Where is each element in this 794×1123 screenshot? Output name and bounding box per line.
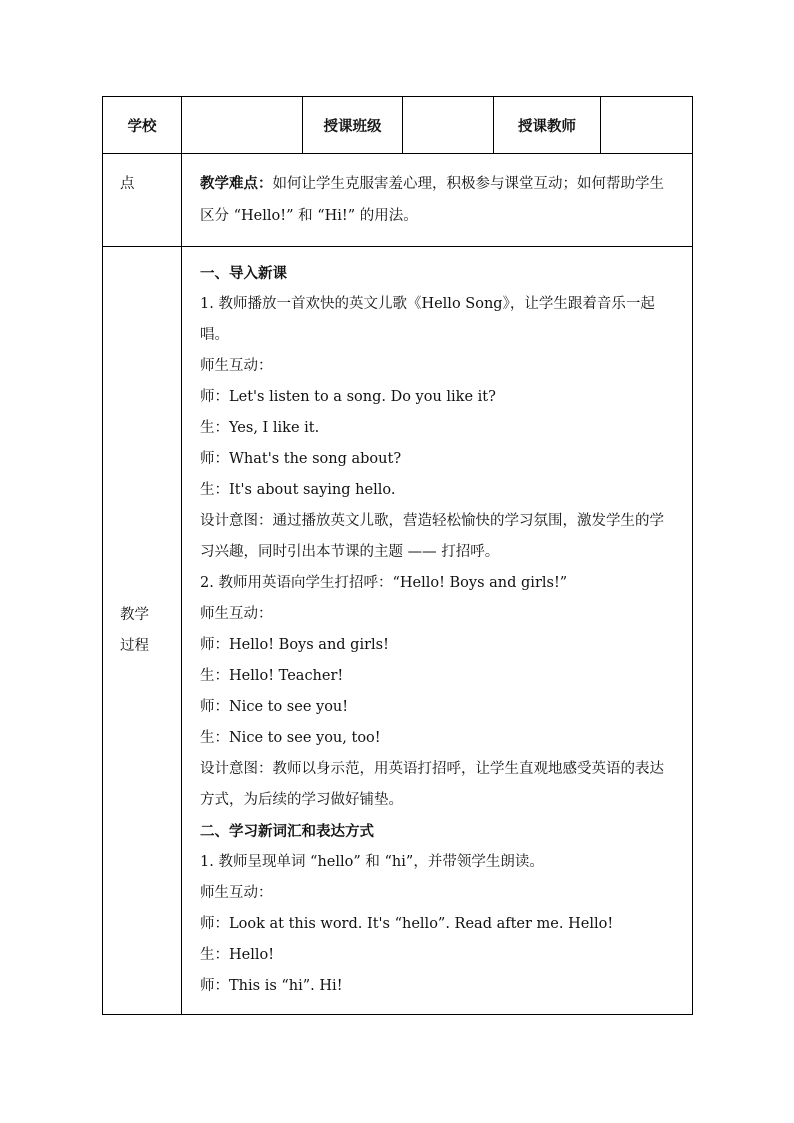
class-label: 授课班级 bbox=[303, 97, 403, 154]
process-line: 师生互动： bbox=[200, 885, 273, 901]
difficulty-row bbox=[103, 154, 693, 247]
lesson-plan-table bbox=[102, 96, 693, 1015]
difficulty-title: 教学难点： bbox=[200, 175, 273, 192]
process-row bbox=[103, 247, 693, 1015]
header-row bbox=[103, 97, 693, 154]
process-label-line2: 过程 bbox=[120, 637, 149, 654]
process-content bbox=[182, 247, 693, 1015]
process-line: 生：Yes, I like it. bbox=[200, 420, 320, 436]
process-line: 设计意图：通过播放英文儿歌，营造轻松愉快的学习氛围，激发学生的学习兴趣，同时引出本节课的主题 —— 打招呼。 bbox=[200, 513, 664, 560]
process-line: 师：What's the song about? bbox=[200, 451, 402, 467]
process-line: 生：Hello! Teacher! bbox=[200, 668, 344, 684]
process-line: 师：Nice to see you! bbox=[200, 699, 349, 715]
process-line: 师：Let's listen to a song. Do you like it? bbox=[200, 389, 496, 405]
teacher-value bbox=[601, 97, 693, 154]
process-line: 一、导入新课 bbox=[200, 265, 287, 282]
process-line: 1. 教师播放一首欢快的英文儿歌《Hello Song》，让学生跟着音乐一起唱。 bbox=[200, 296, 655, 343]
process-line: 生：Nice to see you, too! bbox=[200, 730, 381, 746]
process-label-line1: 教学 bbox=[120, 606, 149, 623]
process-line: 2. 教师用英语向学生打招呼：“Hello! Boys and girls!” bbox=[200, 575, 568, 591]
process-line: 设计意图：教师以身示范，用英语打招呼，让学生直观地感受英语的表达方式，为后续的学习做好铺垫。 bbox=[200, 761, 664, 808]
process-row-label bbox=[103, 247, 182, 1015]
process-line: 师生互动： bbox=[200, 358, 273, 374]
process-line: 生：Hello! bbox=[200, 947, 275, 963]
process-line: 师生互动： bbox=[200, 606, 273, 622]
difficulty-content bbox=[182, 154, 693, 247]
process-line: 师：Look at this word. It's “hello”. Read after me. Hello! bbox=[200, 916, 614, 932]
difficulty-row-label: 点 bbox=[103, 154, 182, 247]
school-label: 学校 bbox=[103, 97, 182, 154]
process-line: 师：This is “hi”. Hi! bbox=[200, 978, 343, 994]
teacher-label: 授课教师 bbox=[494, 97, 601, 154]
process-line: 师：Hello! Boys and girls! bbox=[200, 637, 389, 653]
class-value bbox=[403, 97, 494, 154]
difficulty-text: 如何让学生克服害羞心理，积极参与课堂互动；如何帮助学生区分 “Hello!” 和 “Hi!” 的用法。 bbox=[200, 176, 664, 224]
school-value bbox=[182, 97, 303, 154]
process-line: 二、学习新词汇和表达方式 bbox=[200, 823, 374, 840]
process-line: 生：It's about saying hello. bbox=[200, 482, 396, 498]
process-line: 1. 教师呈现单词 “hello” 和 “hi”，并带领学生朗读。 bbox=[200, 854, 544, 870]
